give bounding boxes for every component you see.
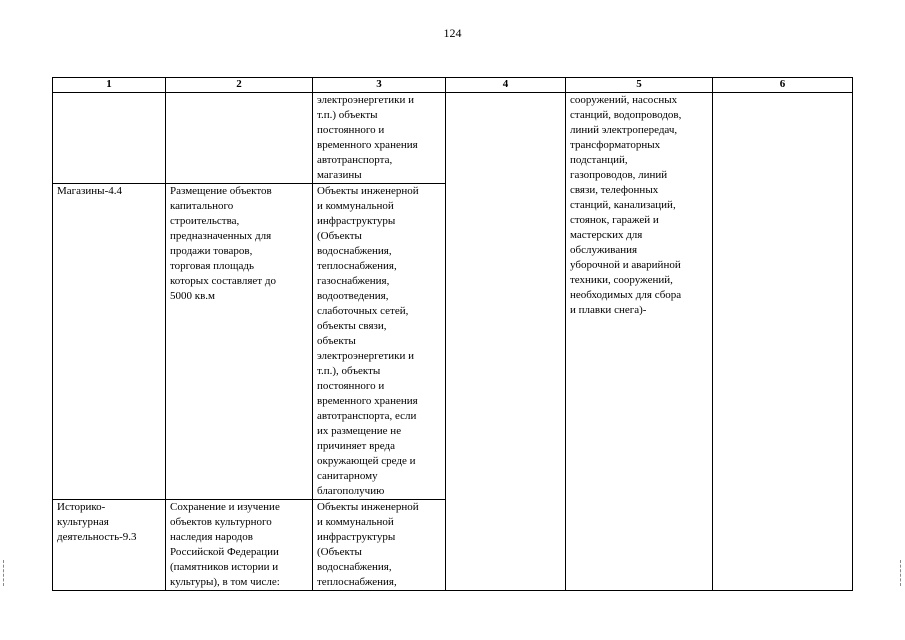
cell-use-name — [53, 93, 166, 184]
cell-auxiliary-objects: Объекты инженерной и коммунальной инфраструктуры (Объекты водоснабжения, теплоснабжения, газоснабжения, водоотведения, слаботочных сетей, объекты связи, объекты электроэнергетики и т.п.), объекты постоянного и временного хранения автотранспорта, если их размещение не причиняет вреда окружающей среде и санитарному благополучию — [313, 184, 446, 500]
header-row — [53, 78, 853, 93]
header-col-5: 5 — [566, 78, 713, 93]
zoning-table — [52, 77, 853, 591]
header-col-3: 3 — [313, 78, 446, 93]
header-col-1: 1 — [53, 78, 166, 93]
header-col-6: 6 — [713, 78, 853, 93]
scan-edge-mark-left — [3, 560, 5, 586]
header-col-2: 2 — [166, 78, 313, 93]
cell-use-name: Историко- культурная деятельность-9.3 — [53, 500, 166, 591]
cell-auxiliary-objects: Объекты инженерной и коммунальной инфраструктуры (Объекты водоснабжения, теплоснабжения, — [313, 500, 446, 591]
header-col-4: 4 — [446, 78, 566, 93]
cell-use-name: Магазины-4.4 — [53, 184, 166, 500]
cell-use-description: Сохранение и изучение объектов культурного наследия народов Российской Федерации (памятников истории и культуры), в том числе: — [166, 500, 313, 591]
cell-use-description: Размещение объектов капитального строительства, предназначенных для продажи товаров, торговая площадь которых составляет до 5000 кв.м — [166, 184, 313, 500]
cell-auxiliary-objects: электроэнергетики и т.п.) объекты постоянного и временного хранения автотранспорта, магазины — [313, 93, 446, 184]
cell-col-5: сооружений, насосных станций, водопроводов, линий электропередач, трансформаторных подстанций, газопроводов, линий связи, телефонных станций, канализаций, стоянок, гаражей и мастерских для обслуживания уборочной и аварийной техники, сооружений, необходимых для сбора и плавки снега)- — [566, 93, 713, 591]
table-row — [53, 93, 853, 184]
cell-use-description — [166, 93, 313, 184]
page-number: 124 — [443, 26, 462, 40]
scan-edge-mark-right — [900, 560, 902, 586]
cell-col-6 — [713, 93, 853, 591]
cell-col-4 — [446, 93, 566, 591]
